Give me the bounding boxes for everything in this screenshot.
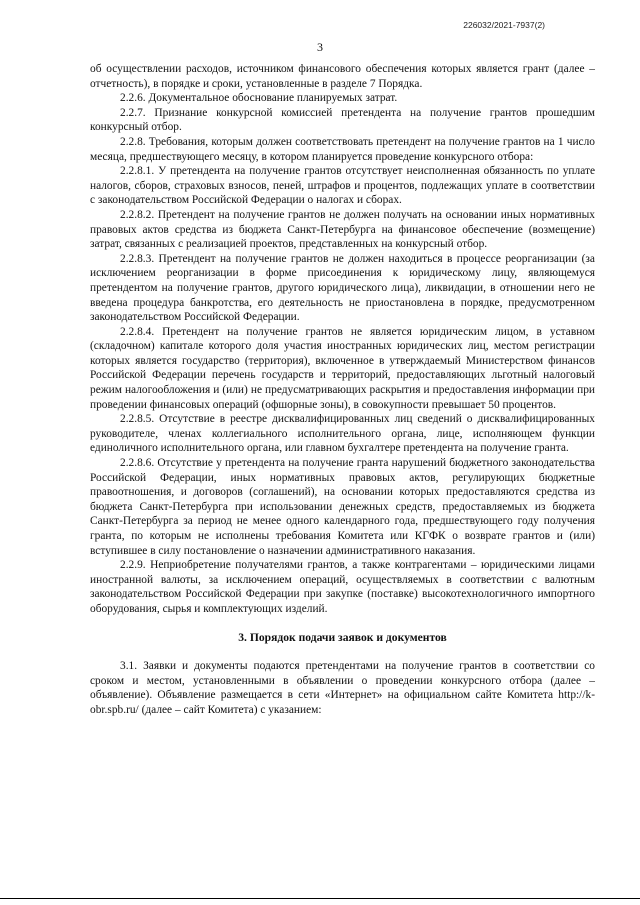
document-body bbox=[90, 62, 595, 718]
page-bottom-divider bbox=[0, 898, 640, 899]
paragraph-continuation: об осуществлении расходов, источником финансового обеспечения которых является грант (далее – отчетность), в порядке и сроки, установленные в разделе 7 Порядка. bbox=[90, 63, 595, 90]
paragraph-2-2-9: 2.2.9. Неприобретение получателями грантов, а также контрагентами – юридическими лицами иностранной валюты, за исключением операций, осуществляемых в соответствии с валютным законодательством Российской Федерации при закупке (поставке) высокотехнологичного импортного оборудования, сырья и комплектующих изделий. bbox=[90, 559, 595, 615]
paragraph-2-2-8-5: 2.2.8.5. Отсутствие в реестре дисквалифицированных лиц сведений о дисквалифицированных руководителе, членах коллегиального исполнительного органа, лице, исполняющем функции единоличного исполнительного органа, или главном бухгалтере претендента на получение гранта. bbox=[90, 413, 595, 455]
paragraph-2-2-6: 2.2.6. Документальное обоснование планируемых затрат. bbox=[120, 92, 398, 105]
paragraph-2-2-7: 2.2.7. Признание конкурсной комиссией претендента на получение грантов прошедшим конкурсный отбор. bbox=[90, 106, 595, 134]
section-heading: 3. Порядок подачи заявок и документов bbox=[238, 630, 447, 644]
paragraph-3-1: 3.1. Заявки и документы подаются претендентами на получение грантов в соответствии со сроком и местом, установленными в объявлении о проведении конкурсного отбора (далее – объявление). Объявление размещается в сети «Интернет» на официальном сайте Комитета http://k-obr.spb.ru/ (далее – сайт Комитета) с указанием: bbox=[90, 660, 595, 716]
paragraph-2-2-8: 2.2.8. Требования, которым должен соответствовать претендент на получение грантов на 1 число месяца, предшествующего месяцу, в котором планируется проведение конкурсного отбора: bbox=[90, 135, 595, 163]
paragraph-2-2-8-6: 2.2.8.6. Отсутствие у претендента на получение гранта нарушений бюджетного законодательства Российской Федерации, иных нормативных правовых актов, регулирующих бюджетные правоотношения, и договоров (соглашений), на основании которых предоставляются средства из бюджета Санкт-Петербурга при использовании денежных средств, предоставляемых из бюджета Санкт-Петербурга за период не менее одного календарного года, предшествующего году получения гранта, по которым не исполнены требования Комитета или КГФК о возврате грантов и (или) вступившее в силу постановление о назначении административного наказания. bbox=[90, 457, 595, 557]
document-id: 226032/2021-7937(2) bbox=[463, 20, 545, 30]
paragraph-2-2-8-3: 2.2.8.3. Претендент на получение грантов не должен находиться в процессе реорганизации (за исключением реорганизации в форме присоединения к юридическому лицу, являющемуся претендентом на получение грантов, другого юридического лица), ликвидации, в отношении него не введена процедура банкротства, его деятельность не приостановлена в порядке, предусмотренном законодательством Российской Федерации. bbox=[90, 252, 595, 324]
paragraph-2-2-8-2: 2.2.8.2. Претендент на получение грантов не должен получать на основании иных нормативных правовых актов средства из бюджета Санкт-Петербурга на финансовое обеспечение (возмещение) затрат, связанных с реализацией проектов, представленных на конкурсный отбор. bbox=[90, 208, 595, 251]
page-number: 3 bbox=[317, 40, 323, 54]
paragraph-2-2-8-1: 2.2.8.1. У претендента на получение грантов отсутствует неисполненная обязанность по уплате налогов, сборов, страховых взносов, пеней, штрафов и процентов, подлежащих уплате в соответствии с законодательством Российской Федерации о налогах и сборах. bbox=[90, 165, 595, 207]
paragraph-2-2-8-4: 2.2.8.4. Претендент на получение грантов не является юридическим лицом, в уставном (складочном) капитале которого доля участия иностранных юридических лиц, местом регистрации которых является государство (территория), включенное в утверждаемый Министерством финансов Российской Федерации перечень государств и территорий, предоставляющих льготный налоговый режим налогообложения и (или) не предусматривающих раскрытия и предоставления информации при проведении финансовых операций (офшорные зоны), в совокупности превышает 50 процентов. bbox=[90, 325, 595, 411]
